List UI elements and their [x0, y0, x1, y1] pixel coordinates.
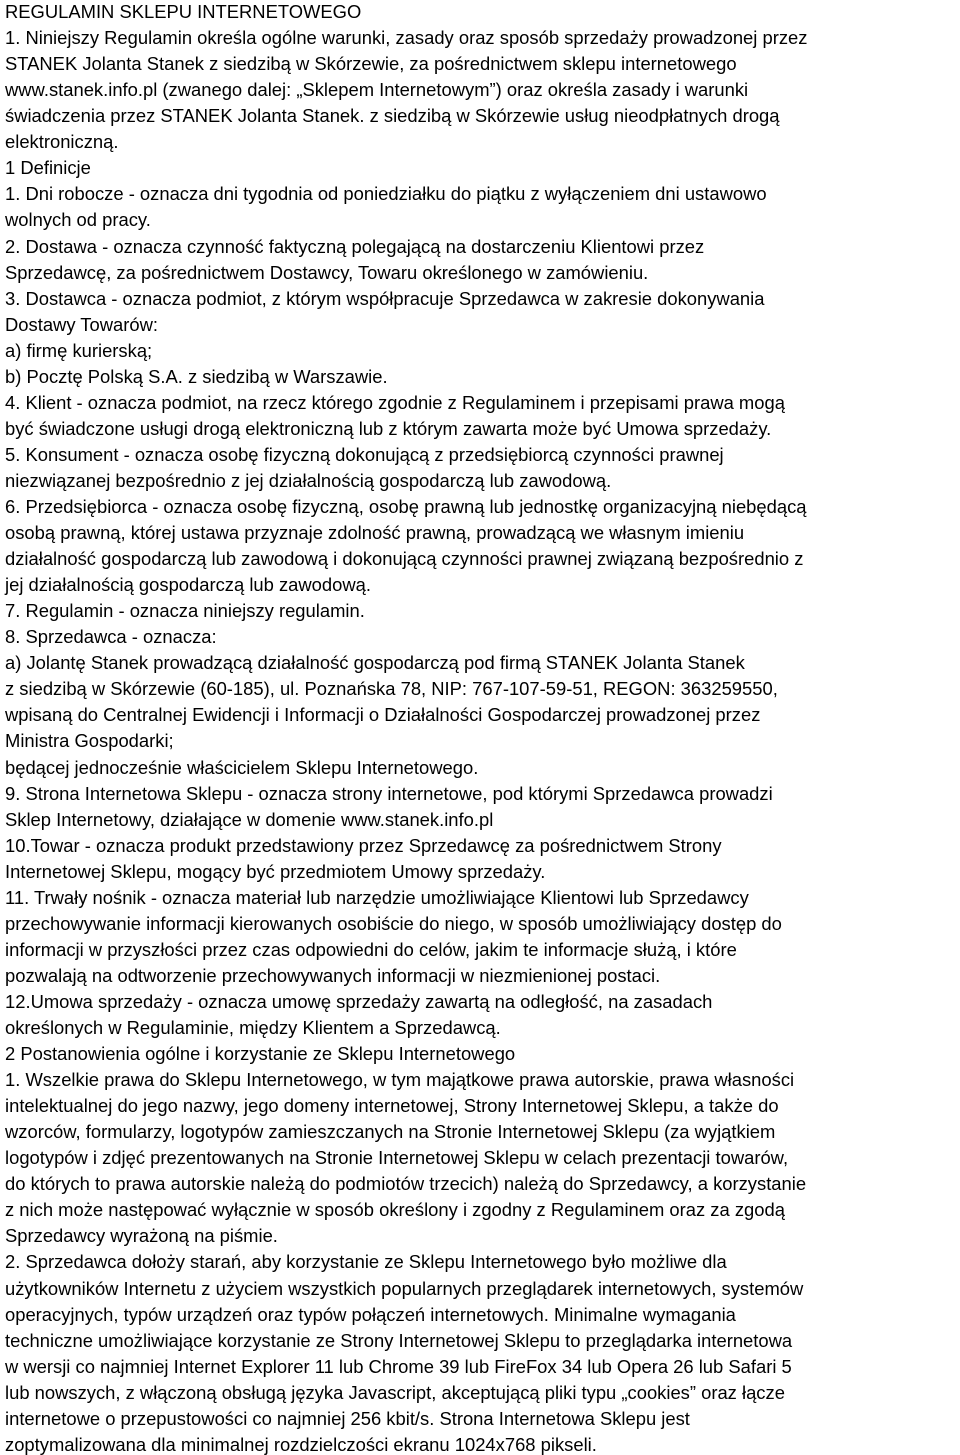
- text-line: świadczenia przez STANEK Jolanta Stanek. z siedzibą w Skórzewie usług nieodpłatnych drogą: [5, 105, 780, 127]
- text-line: 1 Definicje: [5, 157, 91, 179]
- text-line: www.stanek.info.pl (zwanego dalej: „Sklepem Internetowym”) oraz określa zasady i warunki: [5, 79, 749, 101]
- text-line: Sprzedawcę, za pośrednictwem Dostawcy, Towaru określonego w zamówieniu.: [5, 261, 649, 283]
- text-line: informacji w przyszłości przez czas odpowiedni do celów, jakim te informacje służą, i które: [5, 938, 737, 960]
- text-line: a) Jolantę Stanek prowadzącą działalność gospodarczą pod firmą STANEK Jolanta Stanek: [5, 652, 745, 674]
- text-line: 1. Wszelkie prawa do Sklepu Internetowego, w tym majątkowe prawa autorskie, prawa własności: [5, 1069, 795, 1090]
- text-line: 12.Umowa sprzedaży - oznacza umowę sprzedaży zawartą na odległość, na zasadach: [5, 990, 713, 1012]
- text-line: do których to prawa autorskie należą do podmiotów trzecich) należą do Sprzedawcy, a korzystanie: [5, 1173, 807, 1195]
- text-line: zoptymalizowana dla minimalnej rozdzielczości ekranu 1024x768 pikseli.: [5, 1433, 597, 1455]
- text-line: 11. Trwały nośnik - oznacza materiał lub narzędzie umożliwiające Klientowi lub Sprzedawcy: [5, 886, 749, 908]
- text-line: wzorców, formularzy, logotypów zamieszczanych na Stronie Internetowej Sklepu (za wyjątkiem: [5, 1121, 776, 1143]
- text-line: jej działalnością gospodarczą lub zawodową.: [5, 574, 371, 596]
- text-line: z siedzibą w Skórzewie (60-185), ul. Poznańska 78, NIP: 767-107-59-51, REGON: 363259550,: [5, 678, 778, 700]
- text-line: użytkowników Internetu z użyciem wszystkich popularnych przeglądarek internetowych, systemów: [5, 1277, 804, 1299]
- text-line: pozwalają na odtworzenie przechowywanych informacji w niezmienionej postaci.: [5, 964, 661, 986]
- document-title: REGULAMIN SKLEPU INTERNETOWEGO: [5, 1, 362, 22]
- text-line: a) firmę kurierską;: [5, 339, 153, 361]
- text-line: 2. Sprzedawca dołoży starań, aby korzystanie ze Sklepu Internetowego było możliwe dla: [5, 1251, 727, 1273]
- text-line: Sklep Internetowy, działające w domenie www.stanek.info.pl: [5, 808, 494, 830]
- text-line: logotypów i zdjęć prezentowanych na Stronie Internetowej Sklepu w celach prezentacji towarów,: [5, 1147, 789, 1169]
- text-line: 3. Dostawca - oznacza podmiot, z którym współpracuje Sprzedawca w zakresie dokonywania: [5, 287, 765, 309]
- text-line: 10.Towar - oznacza produkt przedstawiony przez Sprzedawcę za pośrednictwem Strony: [5, 834, 722, 856]
- text-line: Sprzedawcy wyrażoną na piśmie.: [5, 1225, 278, 1247]
- text-line: w wersji co najmniej Internet Explorer 11 lub Chrome 39 lub FireFox 34 lub Opera 26 lub Safari 5: [5, 1355, 792, 1377]
- text-line: 2 Postanowienia ogólne i korzystanie ze Sklepu Internetowego: [5, 1043, 516, 1064]
- text-line: 6. Przedsiębiorca - oznacza osobę fizyczną, osobę prawną lub jednostkę organizacyjną niebędącą: [5, 495, 807, 517]
- text-line: wpisaną do Centralnej Ewidencji i Informacji o Działalności Gospodarczej prowadzonej przez: [5, 704, 761, 726]
- text-line: lub nowszych, z włączoną obsługą języka Javascript, akceptującą pliki typu „cookies” oraz łącze: [5, 1381, 785, 1403]
- text-line: 9. Strona Internetowa Sklepu - oznacza strony internetowe, pod którymi Sprzedawca prowadzi: [5, 782, 773, 804]
- text-line: techniczne umożliwiające korzystanie ze Strony Internetowej Sklepu to przeglądarka internetowa: [5, 1329, 793, 1351]
- text-line: 4. Klient - oznacza podmiot, na rzecz którego zgodnie z Regulaminem i przepisami prawa mogą: [5, 391, 785, 413]
- text-line: b) Pocztę Polską S.A. z siedzibą w Warszawie.: [5, 365, 388, 387]
- text-line: STANEK Jolanta Stanek z siedzibą w Skórzewie, za pośrednictwem sklepu internetowego: [5, 53, 737, 75]
- text-line: 1. Niniejszy Regulamin określa ogólne warunki, zasady oraz sposób sprzedaży prowadzonej przez: [5, 27, 808, 49]
- text-line: z nich może następować wyłącznie w sposób określony i zgodny z Regulaminem oraz za zgodą: [5, 1199, 785, 1221]
- text-line: elektroniczną.: [5, 131, 119, 153]
- text-line: 8. Sprzedawca - oznacza:: [5, 626, 217, 648]
- text-line: Internetowej Sklepu, mogący być przedmiotem Umowy sprzedaży.: [5, 860, 546, 882]
- text-line: Ministra Gospodarki;: [5, 730, 174, 752]
- text-line: przechowywanie informacji kierowanych osobiście do niego, w sposób umożliwiający dostęp do: [5, 912, 782, 934]
- text-line: internetowe o przepustowości co najmniej 256 kbit/s. Strona Internetowa Sklepu jest: [5, 1407, 690, 1429]
- text-line: operacyjnych, typów urządzeń oraz typów połączeń internetowych. Minimalne wymagania: [5, 1303, 736, 1325]
- text-line: działalność gospodarczą lub zawodową i dokonującą czynności prawnej związaną bezpośrednio z: [5, 548, 804, 570]
- text-line: wolnych od pracy.: [5, 209, 151, 231]
- text-line: będącej jednocześnie właścicielem Sklepu Internetowego.: [5, 756, 479, 778]
- text-line: Dostawy Towarów:: [5, 313, 158, 335]
- text-line: intelektualnej do jego nazwy, jego domeny internetowej, Strony Internetowej Sklepu, a także do: [5, 1095, 779, 1117]
- text-line: 1. Dni robocze - oznacza dni tygodnia od poniedziałku do piątku z wyłączeniem dni ustawowo: [5, 183, 767, 205]
- text-line: 2. Dostawa - oznacza czynność faktyczną polegającą na dostarczeniu Klientowi przez: [5, 235, 705, 257]
- text-line: określonych w Regulaminie, między Klientem a Sprzedawcą.: [5, 1017, 501, 1038]
- text-line: 5. Konsument - oznacza osobę fizyczną dokonującą z przedsiębiorcą czynności prawnej: [5, 443, 724, 465]
- text-line: 7. Regulamin - oznacza niniejszy regulamin.: [5, 600, 365, 622]
- text-line: osobą prawną, której ustawa przyznaje zdolność prawną, prowadzącą we własnym imieniu: [5, 522, 745, 543]
- text-line: być świadczone usługi drogą elektroniczną lub z którym zawarta może być Umowa sprzedaży.: [5, 417, 772, 439]
- text-line: niezwiązanej bezpośrednio z jej działalnością gospodarczą lub zawodową.: [5, 469, 612, 491]
